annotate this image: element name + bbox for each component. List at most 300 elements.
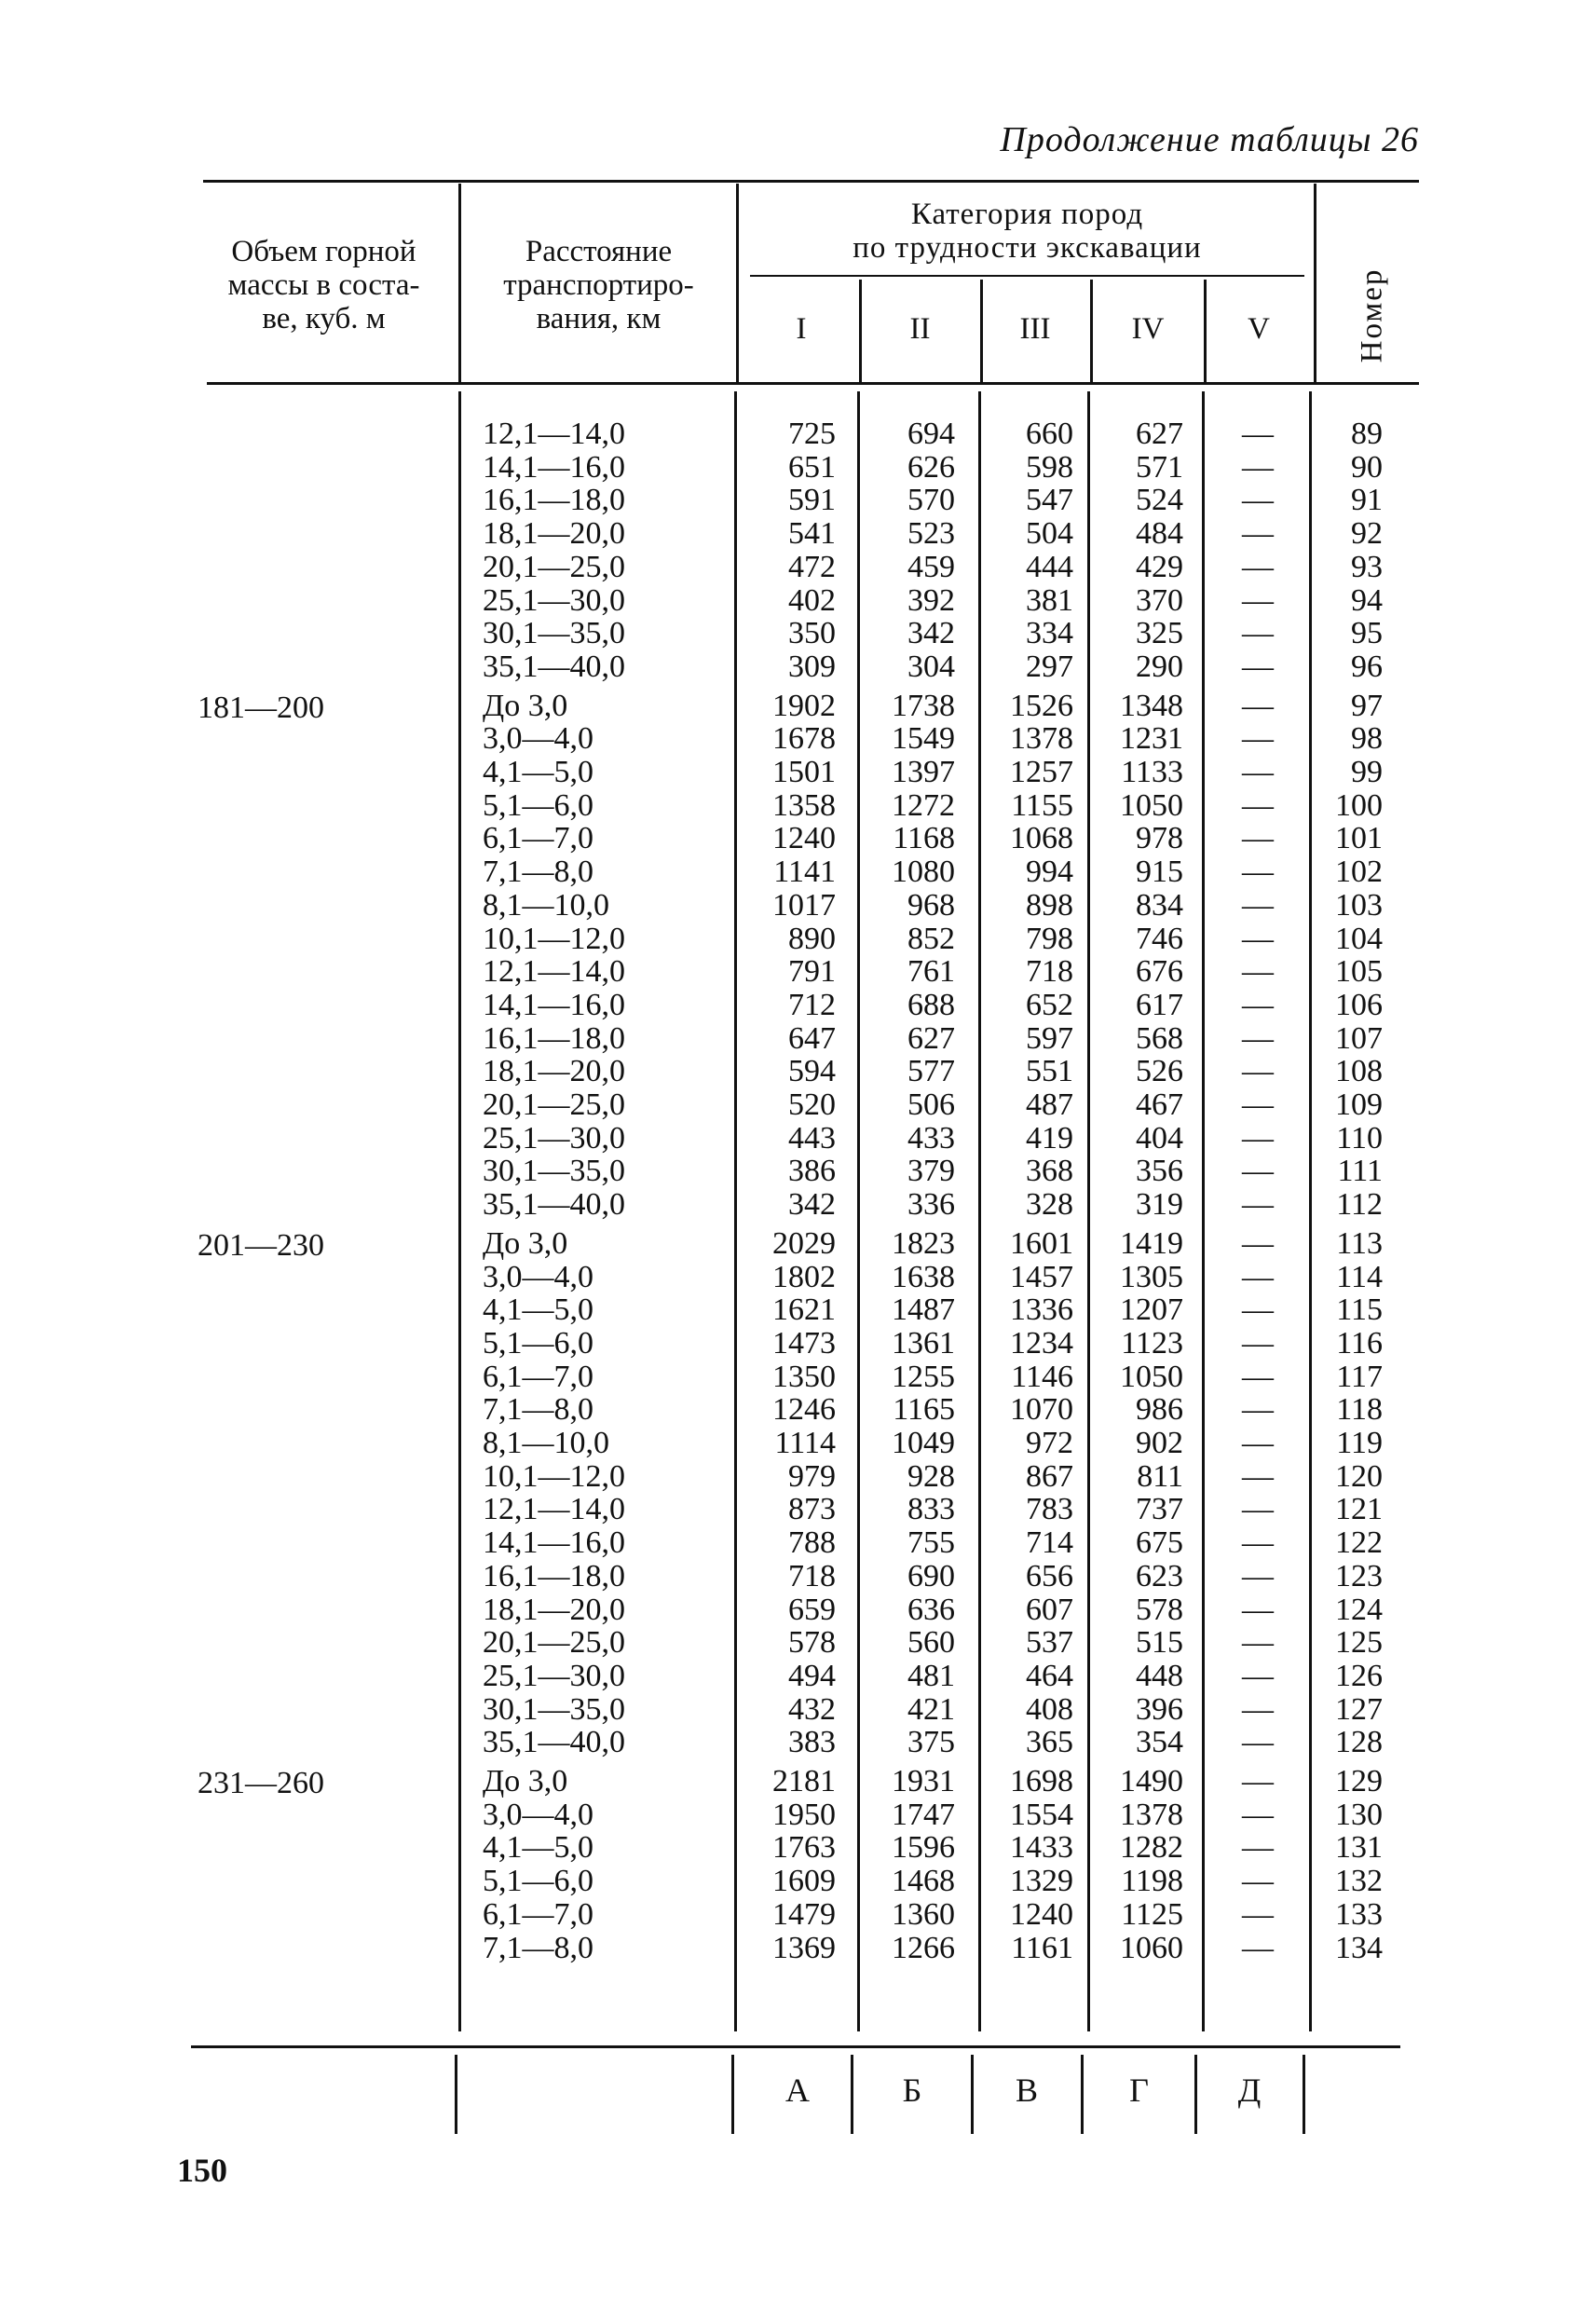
row-value-cat-3: 1526 — [1010, 688, 1073, 723]
col-rule-distance-body — [734, 391, 737, 2031]
row-value-cat-3: 419 — [1026, 1120, 1073, 1156]
row-value-cat-1: 1017 — [772, 887, 836, 923]
row-distance: 16,1—18,0 — [483, 1020, 625, 1056]
row-value-cat-5: — — [1242, 1691, 1274, 1727]
row-value-cat-4: 1282 — [1120, 1830, 1183, 1866]
row-value-cat-4: 902 — [1136, 1426, 1183, 1460]
row-value-cat-5: — — [1242, 1864, 1274, 1899]
row-value-cat-1: 718 — [788, 1558, 836, 1593]
row-value-cat-5: — — [1242, 755, 1274, 789]
row-value-cat-2: 1255 — [892, 1359, 955, 1394]
row-distance: 18,1—20,0 — [483, 1592, 625, 1627]
row-number: 129 — [1335, 1764, 1383, 1798]
row-value-cat-3: 1161 — [1011, 1930, 1073, 1965]
row-distance: 18,1—20,0 — [483, 1054, 625, 1089]
row-number: 91 — [1351, 483, 1383, 518]
row-value-cat-4: 1050 — [1120, 787, 1183, 823]
row-number: 94 — [1351, 582, 1383, 618]
row-value-cat-1: 651 — [788, 449, 836, 485]
row-value-cat-4: 404 — [1136, 1120, 1183, 1156]
row-value-cat-5: — — [1242, 649, 1274, 684]
col-rule-cat2-body — [978, 391, 981, 2031]
col-rule-cat3-body — [1087, 391, 1090, 2031]
row-distance: 14,1—16,0 — [483, 1525, 625, 1561]
row-value-cat-5: — — [1242, 1054, 1274, 1089]
row-value-cat-2: 928 — [907, 1458, 955, 1494]
row-value-cat-3: 994 — [1026, 855, 1073, 890]
row-value-cat-4: 1060 — [1120, 1930, 1183, 1965]
row-value-cat-4: 1305 — [1120, 1259, 1183, 1294]
header-bottom-rule — [207, 382, 1419, 385]
row-value-cat-3: 328 — [1026, 1187, 1073, 1223]
row-distance: 6,1—7,0 — [483, 1359, 593, 1394]
row-value-cat-3: 1070 — [1010, 1392, 1073, 1428]
row-number: 123 — [1335, 1558, 1383, 1593]
row-value-cat-5: — — [1242, 887, 1274, 923]
row-number: 132 — [1335, 1864, 1383, 1899]
col-rule-distance — [736, 184, 739, 384]
row-value-cat-4: 617 — [1136, 987, 1183, 1022]
row-value-cat-2: 688 — [907, 987, 955, 1022]
row-value-cat-4: 524 — [1136, 483, 1183, 518]
row-value-cat-4: 1348 — [1120, 688, 1183, 723]
row-value-cat-1: 432 — [788, 1691, 836, 1727]
row-number: 133 — [1335, 1896, 1383, 1932]
row-value-cat-2: 1080 — [892, 855, 955, 890]
row-number: 95 — [1351, 616, 1383, 651]
row-value-cat-2: 690 — [907, 1558, 955, 1593]
row-number: 115 — [1336, 1292, 1383, 1328]
group-volume-label: 201—230 — [198, 1227, 324, 1263]
page-number: 150 — [177, 2152, 227, 2189]
header-volume-line: ве, куб. м — [262, 302, 386, 335]
row-number: 98 — [1351, 721, 1383, 757]
row-value-cat-1: 472 — [788, 549, 836, 584]
row-value-cat-1: 578 — [788, 1625, 836, 1661]
row-number: 130 — [1335, 1797, 1383, 1832]
row-distance: 10,1—12,0 — [483, 1458, 625, 1494]
row-value-cat-2: 1549 — [892, 721, 955, 757]
row-value-cat-4: 1207 — [1120, 1292, 1183, 1328]
row-value-cat-3: 464 — [1026, 1658, 1073, 1693]
row-distance: 4,1—5,0 — [483, 1292, 593, 1328]
header-number: Номер — [1355, 267, 1389, 363]
row-value-cat-5: — — [1242, 1830, 1274, 1866]
row-value-cat-4: 429 — [1136, 549, 1183, 584]
col-rule-cat2-foot — [971, 2055, 974, 2134]
row-number: 126 — [1335, 1658, 1383, 1693]
row-value-cat-1: 1950 — [772, 1797, 836, 1832]
row-distance: 16,1—18,0 — [483, 483, 625, 518]
header-cat-I: I — [796, 312, 807, 346]
row-value-cat-4: 571 — [1136, 449, 1183, 485]
row-number: 100 — [1335, 787, 1383, 823]
row-value-cat-1: 712 — [788, 987, 836, 1022]
row-value-cat-3: 334 — [1026, 616, 1073, 651]
row-distance: 7,1—8,0 — [483, 855, 593, 890]
row-number: 114 — [1336, 1259, 1383, 1294]
row-value-cat-1: 520 — [788, 1087, 836, 1122]
row-value-cat-2: 375 — [907, 1725, 955, 1760]
row-value-cat-1: 1246 — [772, 1392, 836, 1428]
row-distance: 3,0—4,0 — [483, 1797, 593, 1832]
row-distance: 20,1—25,0 — [483, 1625, 625, 1661]
row-value-cat-4: 484 — [1136, 516, 1183, 552]
row-value-cat-1: 1350 — [772, 1359, 836, 1394]
row-value-cat-3: 660 — [1026, 417, 1073, 451]
row-value-cat-2: 833 — [907, 1492, 955, 1527]
row-value-cat-2: 636 — [907, 1592, 955, 1627]
row-value-cat-3: 898 — [1026, 887, 1073, 923]
row-value-cat-3: 1457 — [1010, 1259, 1073, 1294]
row-number: 107 — [1335, 1020, 1383, 1056]
row-value-cat-3: 1378 — [1010, 721, 1073, 757]
row-value-cat-1: 342 — [788, 1187, 836, 1223]
row-value-cat-4: 737 — [1136, 1492, 1183, 1527]
col-rule-cat5-body — [1309, 391, 1312, 2031]
row-value-cat-5: — — [1242, 1120, 1274, 1156]
row-value-cat-1: 1609 — [772, 1864, 836, 1899]
row-number: 121 — [1335, 1492, 1383, 1527]
row-value-cat-4: 319 — [1136, 1187, 1183, 1223]
row-value-cat-2: 1397 — [892, 755, 955, 789]
row-value-cat-1: 594 — [788, 1054, 836, 1089]
row-value-cat-4: 325 — [1136, 616, 1183, 651]
row-value-cat-4: 675 — [1136, 1525, 1183, 1561]
row-value-cat-1: 1802 — [772, 1259, 836, 1294]
row-value-cat-2: 852 — [907, 921, 955, 956]
header-category — [745, 198, 1309, 265]
row-number: 120 — [1335, 1458, 1383, 1494]
row-value-cat-1: 443 — [788, 1120, 836, 1156]
row-distance: 14,1—16,0 — [483, 987, 625, 1022]
row-value-cat-1: 2029 — [772, 1225, 836, 1261]
row-value-cat-4: 1133 — [1121, 755, 1183, 789]
row-number: 108 — [1335, 1054, 1383, 1089]
row-value-cat-3: 1336 — [1010, 1292, 1073, 1328]
row-value-cat-1: 979 — [788, 1458, 836, 1494]
row-value-cat-5: — — [1242, 1930, 1274, 1965]
row-value-cat-3: 551 — [1026, 1054, 1073, 1089]
row-value-cat-4: 986 — [1136, 1392, 1183, 1428]
row-value-cat-3: 714 — [1026, 1525, 1073, 1561]
header-category-line: по трудности экскавации — [853, 231, 1202, 265]
row-value-cat-1: 591 — [788, 483, 836, 518]
row-number: 134 — [1335, 1930, 1383, 1965]
row-value-cat-2: 577 — [907, 1054, 955, 1089]
row-value-cat-4: 1198 — [1121, 1864, 1183, 1899]
row-number: 122 — [1335, 1525, 1383, 1561]
row-value-cat-1: 494 — [788, 1658, 836, 1693]
row-distance: 3,0—4,0 — [483, 1259, 593, 1294]
row-value-cat-5: — — [1242, 1259, 1274, 1294]
row-value-cat-4: 623 — [1136, 1558, 1183, 1593]
row-number: 93 — [1351, 549, 1383, 584]
row-value-cat-4: 568 — [1136, 1020, 1183, 1056]
row-value-cat-2: 694 — [907, 417, 955, 451]
row-value-cat-1: 402 — [788, 582, 836, 618]
row-value-cat-5: — — [1242, 721, 1274, 757]
row-distance: 35,1—40,0 — [483, 1725, 625, 1760]
group-volume-label: 181—200 — [198, 690, 324, 725]
row-number: 96 — [1351, 649, 1383, 684]
row-distance: 5,1—6,0 — [483, 1325, 593, 1361]
row-value-cat-5: — — [1242, 516, 1274, 552]
row-value-cat-5: — — [1242, 1020, 1274, 1056]
header-cat-II: II — [909, 312, 931, 346]
header-volume-line: Объем горной — [231, 235, 416, 268]
row-value-cat-3: 297 — [1026, 649, 1073, 684]
row-value-cat-5: — — [1242, 582, 1274, 618]
row-number: 89 — [1351, 417, 1383, 451]
row-value-cat-2: 1165 — [893, 1392, 955, 1428]
row-value-cat-4: 676 — [1136, 954, 1183, 990]
table-top-rule — [203, 180, 1419, 183]
row-value-cat-5: — — [1242, 787, 1274, 823]
header-volume-line: массы в соста- — [227, 268, 420, 302]
col-rule-cat5-foot — [1303, 2055, 1305, 2134]
row-distance: 20,1—25,0 — [483, 1087, 625, 1122]
row-value-cat-4: 1125 — [1121, 1896, 1183, 1932]
row-value-cat-5: — — [1242, 483, 1274, 518]
row-value-cat-1: 1473 — [772, 1325, 836, 1361]
header-cat-V: V — [1248, 312, 1270, 346]
row-distance: 6,1—7,0 — [483, 1896, 593, 1932]
row-distance: 12,1—14,0 — [483, 1492, 625, 1527]
row-value-cat-5: — — [1242, 1764, 1274, 1798]
header-cat-III: III — [1019, 312, 1051, 346]
row-value-cat-5: — — [1242, 1154, 1274, 1189]
body-bottom-rule — [191, 2045, 1400, 2048]
col-rule-cat4-body — [1202, 391, 1205, 2031]
row-value-cat-2: 1049 — [892, 1426, 955, 1460]
row-value-cat-5: — — [1242, 1558, 1274, 1593]
col-rule-cat1-body — [857, 391, 860, 2031]
row-value-cat-2: 1468 — [892, 1864, 955, 1899]
row-distance: 4,1—5,0 — [483, 755, 593, 789]
row-number: 112 — [1336, 1187, 1383, 1223]
header-volume — [191, 235, 457, 335]
row-number: 103 — [1335, 887, 1383, 923]
row-number: 106 — [1335, 987, 1383, 1022]
row-value-cat-4: 1378 — [1120, 1797, 1183, 1832]
row-distance: 25,1—30,0 — [483, 582, 625, 618]
row-value-cat-3: 783 — [1026, 1492, 1073, 1527]
row-value-cat-1: 2181 — [772, 1764, 836, 1798]
row-value-cat-1: 541 — [788, 516, 836, 552]
row-value-cat-1: 1763 — [772, 1830, 836, 1866]
row-number: 128 — [1335, 1725, 1383, 1760]
row-value-cat-3: 867 — [1026, 1458, 1073, 1494]
row-value-cat-5: — — [1242, 1325, 1274, 1361]
row-distance: 5,1—6,0 — [483, 787, 593, 823]
row-value-cat-4: 354 — [1136, 1725, 1183, 1760]
row-value-cat-4: 290 — [1136, 649, 1183, 684]
row-value-cat-5: — — [1242, 1658, 1274, 1693]
row-value-cat-4: 356 — [1136, 1154, 1183, 1189]
row-number: 116 — [1336, 1325, 1383, 1361]
row-value-cat-3: 365 — [1026, 1725, 1073, 1760]
row-value-cat-3: 444 — [1026, 549, 1073, 584]
row-value-cat-5: — — [1242, 1592, 1274, 1627]
row-value-cat-2: 560 — [907, 1625, 955, 1661]
row-distance: 14,1—16,0 — [483, 449, 625, 485]
row-value-cat-5: — — [1242, 1359, 1274, 1394]
row-value-cat-2: 392 — [907, 582, 955, 618]
row-value-cat-5: — — [1242, 1087, 1274, 1122]
row-distance: 12,1—14,0 — [483, 954, 625, 990]
row-value-cat-1: 1501 — [772, 755, 836, 789]
footer-letter-G: Г — [1129, 2072, 1149, 2109]
row-value-cat-2: 1596 — [892, 1830, 955, 1866]
row-value-cat-4: 370 — [1136, 582, 1183, 618]
footer-letter-A: А — [785, 2072, 810, 2109]
category-subheader-rule — [750, 275, 1304, 277]
row-number: 99 — [1351, 755, 1383, 789]
row-value-cat-2: 1272 — [892, 787, 955, 823]
row-value-cat-4: 1123 — [1121, 1325, 1183, 1361]
row-value-cat-3: 1329 — [1010, 1864, 1073, 1899]
row-distance: 16,1—18,0 — [483, 1558, 625, 1593]
row-value-cat-5: — — [1242, 1426, 1274, 1460]
row-value-cat-3: 408 — [1026, 1691, 1073, 1727]
row-value-cat-2: 1931 — [892, 1764, 955, 1798]
row-value-cat-3: 597 — [1026, 1020, 1073, 1056]
row-value-cat-2: 304 — [907, 649, 955, 684]
col-rule-volume-body — [458, 391, 461, 2031]
row-value-cat-1: 1369 — [772, 1930, 836, 1965]
row-value-cat-5: — — [1242, 821, 1274, 856]
row-value-cat-5: — — [1242, 449, 1274, 485]
row-value-cat-3: 1068 — [1010, 821, 1073, 856]
row-value-cat-3: 537 — [1026, 1625, 1073, 1661]
row-distance: 25,1—30,0 — [483, 1120, 625, 1156]
header-cat-IV: IV — [1131, 312, 1165, 346]
row-value-cat-5: — — [1242, 616, 1274, 651]
row-value-cat-5: — — [1242, 1525, 1274, 1561]
row-value-cat-5: — — [1242, 1225, 1274, 1261]
row-number: 104 — [1335, 921, 1383, 956]
row-value-cat-1: 350 — [788, 616, 836, 651]
row-value-cat-4: 448 — [1136, 1658, 1183, 1693]
row-number: 102 — [1335, 855, 1383, 890]
row-value-cat-4: 467 — [1136, 1087, 1183, 1122]
row-value-cat-3: 798 — [1026, 921, 1073, 956]
row-number: 125 — [1335, 1625, 1383, 1661]
row-number: 97 — [1351, 688, 1383, 723]
row-number: 109 — [1335, 1087, 1383, 1122]
row-value-cat-5: — — [1242, 1458, 1274, 1494]
row-value-cat-1: 1240 — [772, 821, 836, 856]
row-value-cat-3: 487 — [1026, 1087, 1073, 1122]
row-value-cat-5: — — [1242, 1492, 1274, 1527]
row-value-cat-1: 383 — [788, 1725, 836, 1760]
row-distance: 30,1—35,0 — [483, 1691, 625, 1727]
row-value-cat-4: 396 — [1136, 1691, 1183, 1727]
row-value-cat-5: — — [1242, 1625, 1274, 1661]
row-value-cat-3: 718 — [1026, 954, 1073, 990]
row-distance: До 3,0 — [483, 1225, 568, 1261]
row-value-cat-3: 1234 — [1010, 1325, 1073, 1361]
row-distance: 5,1—6,0 — [483, 1864, 593, 1899]
row-value-cat-2: 459 — [907, 549, 955, 584]
row-value-cat-4: 526 — [1136, 1054, 1183, 1089]
row-value-cat-4: 1231 — [1120, 721, 1183, 757]
row-value-cat-3: 1146 — [1011, 1359, 1073, 1394]
row-value-cat-2: 481 — [907, 1658, 955, 1693]
row-value-cat-1: 725 — [788, 417, 836, 451]
row-distance: 8,1—10,0 — [483, 1426, 609, 1460]
row-value-cat-3: 1601 — [1010, 1225, 1073, 1261]
row-value-cat-5: — — [1242, 1896, 1274, 1932]
row-value-cat-5: — — [1242, 1725, 1274, 1760]
row-value-cat-1: 309 — [788, 649, 836, 684]
row-value-cat-5: — — [1242, 1797, 1274, 1832]
row-value-cat-3: 652 — [1026, 987, 1073, 1022]
row-distance: 18,1—20,0 — [483, 516, 625, 552]
row-number: 127 — [1335, 1691, 1383, 1727]
row-number: 110 — [1336, 1120, 1383, 1156]
row-value-cat-1: 1621 — [772, 1292, 836, 1328]
footer-letter-V: В — [1015, 2072, 1038, 2109]
row-value-cat-3: 598 — [1026, 449, 1073, 485]
row-value-cat-4: 1419 — [1120, 1225, 1183, 1261]
col-rule-volume-foot — [455, 2055, 457, 2134]
row-distance: 12,1—14,0 — [483, 417, 625, 451]
row-number: 118 — [1336, 1392, 1383, 1428]
row-value-cat-4: 746 — [1136, 921, 1183, 956]
row-distance: 4,1—5,0 — [483, 1830, 593, 1866]
row-value-cat-4: 578 — [1136, 1592, 1183, 1627]
row-value-cat-2: 570 — [907, 483, 955, 518]
row-value-cat-3: 656 — [1026, 1558, 1073, 1593]
row-value-cat-1: 647 — [788, 1020, 836, 1056]
row-value-cat-3: 381 — [1026, 582, 1073, 618]
row-value-cat-3: 368 — [1026, 1154, 1073, 1189]
row-value-cat-2: 1638 — [892, 1259, 955, 1294]
row-value-cat-4: 978 — [1136, 821, 1183, 856]
row-value-cat-1: 1358 — [772, 787, 836, 823]
row-distance: 7,1—8,0 — [483, 1930, 593, 1965]
footer-letter-D: Д — [1237, 2072, 1262, 2109]
row-distance: 10,1—12,0 — [483, 921, 625, 956]
row-value-cat-2: 627 — [907, 1020, 955, 1056]
row-value-cat-2: 433 — [907, 1120, 955, 1156]
row-value-cat-1: 791 — [788, 954, 836, 990]
col-rule-cat3-foot — [1081, 2055, 1084, 2134]
header-distance-line: Расстояние — [525, 235, 673, 268]
row-value-cat-4: 627 — [1136, 417, 1183, 451]
col-rule-volume — [458, 184, 461, 384]
row-distance: 30,1—35,0 — [483, 1154, 625, 1189]
row-value-cat-5: — — [1242, 855, 1274, 890]
row-value-cat-5: — — [1242, 1292, 1274, 1328]
row-value-cat-2: 421 — [907, 1691, 955, 1727]
row-value-cat-4: 915 — [1136, 855, 1183, 890]
row-number: 92 — [1351, 516, 1383, 552]
row-value-cat-5: — — [1242, 954, 1274, 990]
row-number: 124 — [1335, 1592, 1383, 1627]
row-value-cat-2: 1823 — [892, 1225, 955, 1261]
row-distance: 6,1—7,0 — [483, 821, 593, 856]
row-value-cat-4: 834 — [1136, 887, 1183, 923]
row-value-cat-1: 386 — [788, 1154, 836, 1189]
row-value-cat-2: 968 — [907, 887, 955, 923]
row-value-cat-1: 873 — [788, 1492, 836, 1527]
row-value-cat-2: 523 — [907, 516, 955, 552]
row-distance: 7,1—8,0 — [483, 1392, 593, 1428]
col-rule-cat1-foot — [851, 2055, 853, 2134]
